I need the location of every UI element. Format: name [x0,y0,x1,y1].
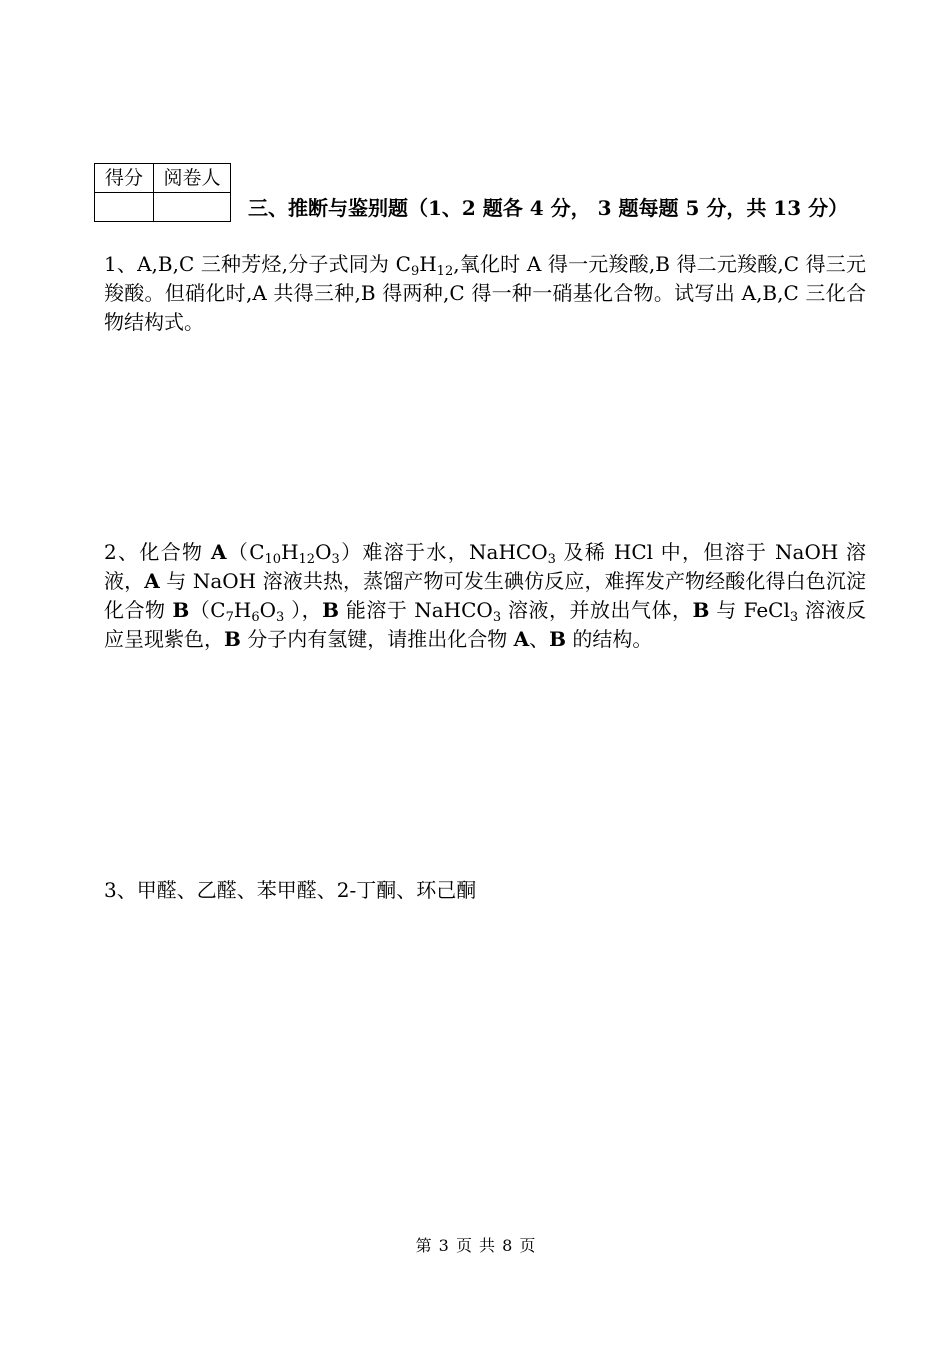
score-label: 得分 [95,164,154,193]
question-2: 2、化合物 $A(C_{10}H_{12}O_3)$难溶于水，NaHCO$_3$ 及稀 HCl 中，但溶于 NaOH 溶液，A 与 NaOH 溶液共热，蒸馏产物可发生碘仿反应，难挥发产物经酸化得白色沉淀化合物 $B(C_7H_6O_3$ ），B 能溶于 NaHCO$_3$ 溶液，并放出气体，B 与 FeCl$_3$ 溶液反应呈现紫色，B 分子内有氢键，请推出化合物 A、B 的结构。 [104,540,867,651]
score-value-cell[interactable] [95,193,154,222]
section-title: 三、推断与鉴别题（1、2 题各 4 分， 3 题每题 5 分，共 13 分） [248,196,849,220]
question-1: 1、A,B,C 三种芳烃,分子式同为 $C_9H_{12}$,氧化时 A 得一元羧酸,B 得二元羧酸,C 得三元羧酸。但硝化时,A 共得三种,B 得两种,C 得一种一硝基化合物。试写出 A,B,C 三化合物结构式。 [104,252,866,334]
score-table [94,163,231,222]
question-3: 3、甲醛、乙醛、苯甲醛、2-丁酮、环己酮 [104,878,477,902]
reviewer-value-cell[interactable] [154,193,231,222]
reviewer-label: 阅卷人 [154,164,231,193]
page-footer: 第 3 页 共 8 页 [415,1236,537,1255]
